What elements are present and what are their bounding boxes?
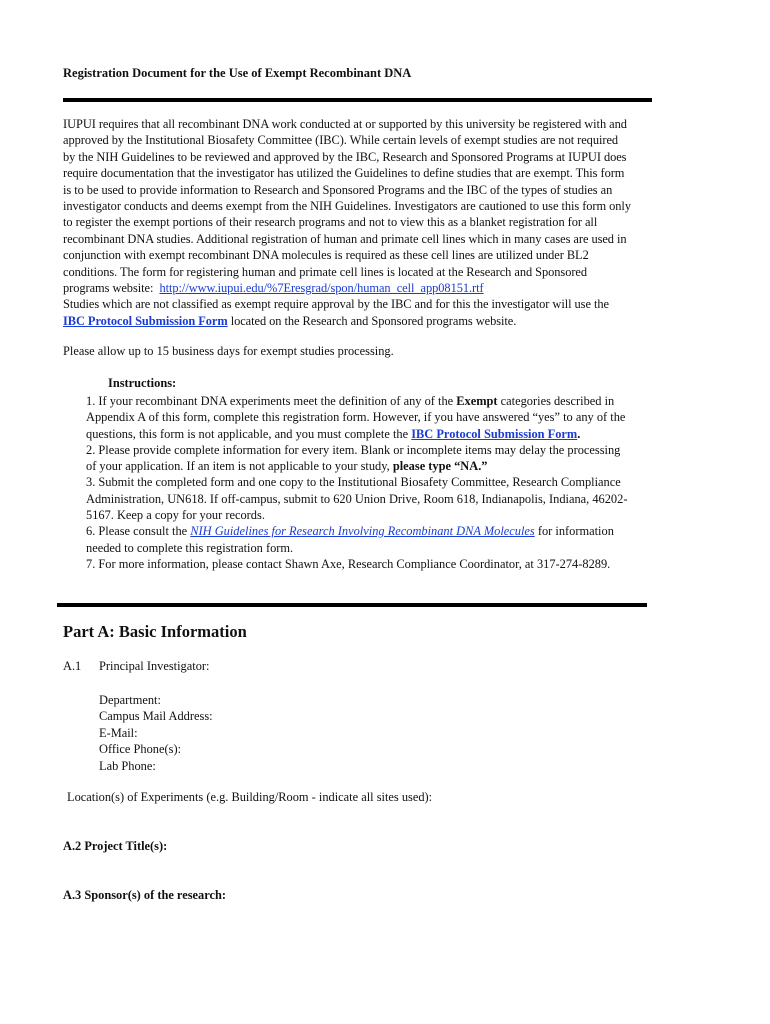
campus-mail-label: Campus Mail Address:	[99, 709, 213, 724]
section-number: A.1	[63, 659, 82, 673]
exempt-emphasis: Exempt	[456, 394, 498, 408]
intro-line: is to be used to provide information to Research and Sponsored Programs and the IBC of the types of studies an	[63, 182, 613, 197]
instruction-text: 1. If your recombinant DNA experiments meet the definition of any of the	[86, 394, 454, 408]
locations-label: Location(s) of Experiments (e.g. Building/Room - indicate all sites used):	[67, 790, 433, 804]
office-phone-label: Office Phone(s):	[99, 742, 182, 757]
instruction-1-line: Appendix A of this form, complete this registration form. However, if you have answered “yes” to any of the	[86, 410, 626, 425]
department-label: Department:	[99, 693, 161, 707]
principal-investigator-label: Principal Investigator:	[99, 659, 210, 673]
nonexempt-line: Studies which are not classified as exempt require approval by the IBC and for this the investigator will use the	[63, 297, 609, 312]
website-prefix: programs website:	[63, 281, 154, 296]
intro-line: recombinant DNA studies. Additional registration of human and primate cell lines which in many cases are used in	[63, 231, 627, 246]
instruction-3-line: 3. Submit the completed form and one copy to the Institutional Biosafety Committee, Research Compliance	[86, 475, 621, 490]
instruction-3-line: Administration, UN618. If off-campus, submit to 620 Union Drive, Room 618, Indianapolis, Indiana, 46202-	[86, 491, 628, 506]
instruction-text: of your application. If an item is not applicable to your study,	[86, 459, 390, 474]
intro-line: conjunction with exempt recombinant DNA molecules is required as these cell lines are utilized under BL2	[63, 248, 589, 263]
instruction-6-line	[86, 523, 726, 539]
intro-line: IUPUI requires that all recombinant DNA work conducted at or supported by this university be registered with and	[63, 117, 627, 131]
protocol-suffix: located on the Research and Sponsored programs website.	[230, 313, 517, 328]
instructions-list	[86, 393, 726, 572]
intro-line: by the NIH Guidelines to be reviewed and approved by the IBC, Research and Sponsored Programs at IUPUI does	[63, 149, 627, 164]
instruction-6-line: needed to complete this registration form.	[86, 540, 294, 555]
investigator-fields	[99, 692, 213, 774]
intro-paragraph	[63, 116, 713, 329]
instruction-7-line: 7. For more information, please contact Shawn Axe, Research Compliance Coordinator, at 317-274-8289.	[86, 556, 611, 571]
intro-line: investigator conducts and deems exempt from the NIH Guidelines. Investigators are cautioned to use this form only	[63, 199, 631, 214]
lab-phone-label: Lab Phone:	[99, 758, 156, 773]
intro-line: approved by the Institutional Biosafety Committee (IBC). While certain levels of exempt studies are not required	[63, 133, 619, 148]
section-divider	[57, 603, 647, 607]
instruction-text: for information	[537, 524, 614, 539]
intro-line: conditions. The form for registering human and primate cell lines is located at the Research and Sponsored	[63, 264, 588, 279]
nih-guidelines-link[interactable]: NIH Guidelines for Research Involving Recombinant DNA Molecules	[190, 524, 535, 539]
instruction-1-line	[86, 393, 726, 409]
instruction-text: questions, this form is not applicable, and you must complete the	[86, 426, 409, 441]
cell-line-form-link[interactable]: http://www.iupui.edu/%7Eresgrad/spon/human_cell_app08151.rtf	[159, 281, 484, 296]
instruction-2-line	[86, 458, 726, 474]
na-emphasis: please type “NA.”	[392, 459, 488, 474]
sponsor-heading: A.3 Sponsor(s) of the research:	[63, 888, 227, 902]
instruction-1-line	[86, 426, 726, 442]
document-title: Registration Document for the Use of Exempt Recombinant DNA	[63, 66, 412, 80]
instruction-text: 6. Please consult the	[86, 524, 188, 539]
instruction-2-line: 2. Please provide complete information for every item. Blank or incomplete items may delay the processing	[86, 442, 621, 457]
instructions-heading: Instructions:	[108, 376, 177, 390]
protocol-line	[63, 313, 713, 329]
processing-time-note: Please allow up to 15 business days for exempt studies processing.	[63, 344, 394, 358]
project-title-heading: A.2 Project Title(s):	[63, 839, 168, 853]
ibc-protocol-link[interactable]: IBC Protocol Submission Form	[63, 313, 228, 328]
part-a-title: Part A: Basic Information	[63, 622, 247, 641]
website-line	[63, 280, 713, 296]
title-divider	[63, 98, 652, 102]
ibc-protocol-link-2[interactable]: IBC Protocol Submission Form	[411, 426, 578, 441]
email-label: E-Mail:	[99, 725, 138, 740]
intro-line: to register the exempt portions of their research programs and not to view this as a blanket registration for all	[63, 215, 598, 230]
intro-line: require documentation that the investigator has utilized the Guidelines to define studies that are exempt. This form	[63, 166, 625, 181]
period: .	[577, 426, 581, 441]
instruction-text: categories described in	[500, 394, 615, 408]
instruction-3-line: 5167. Keep a copy for your records.	[86, 508, 265, 523]
